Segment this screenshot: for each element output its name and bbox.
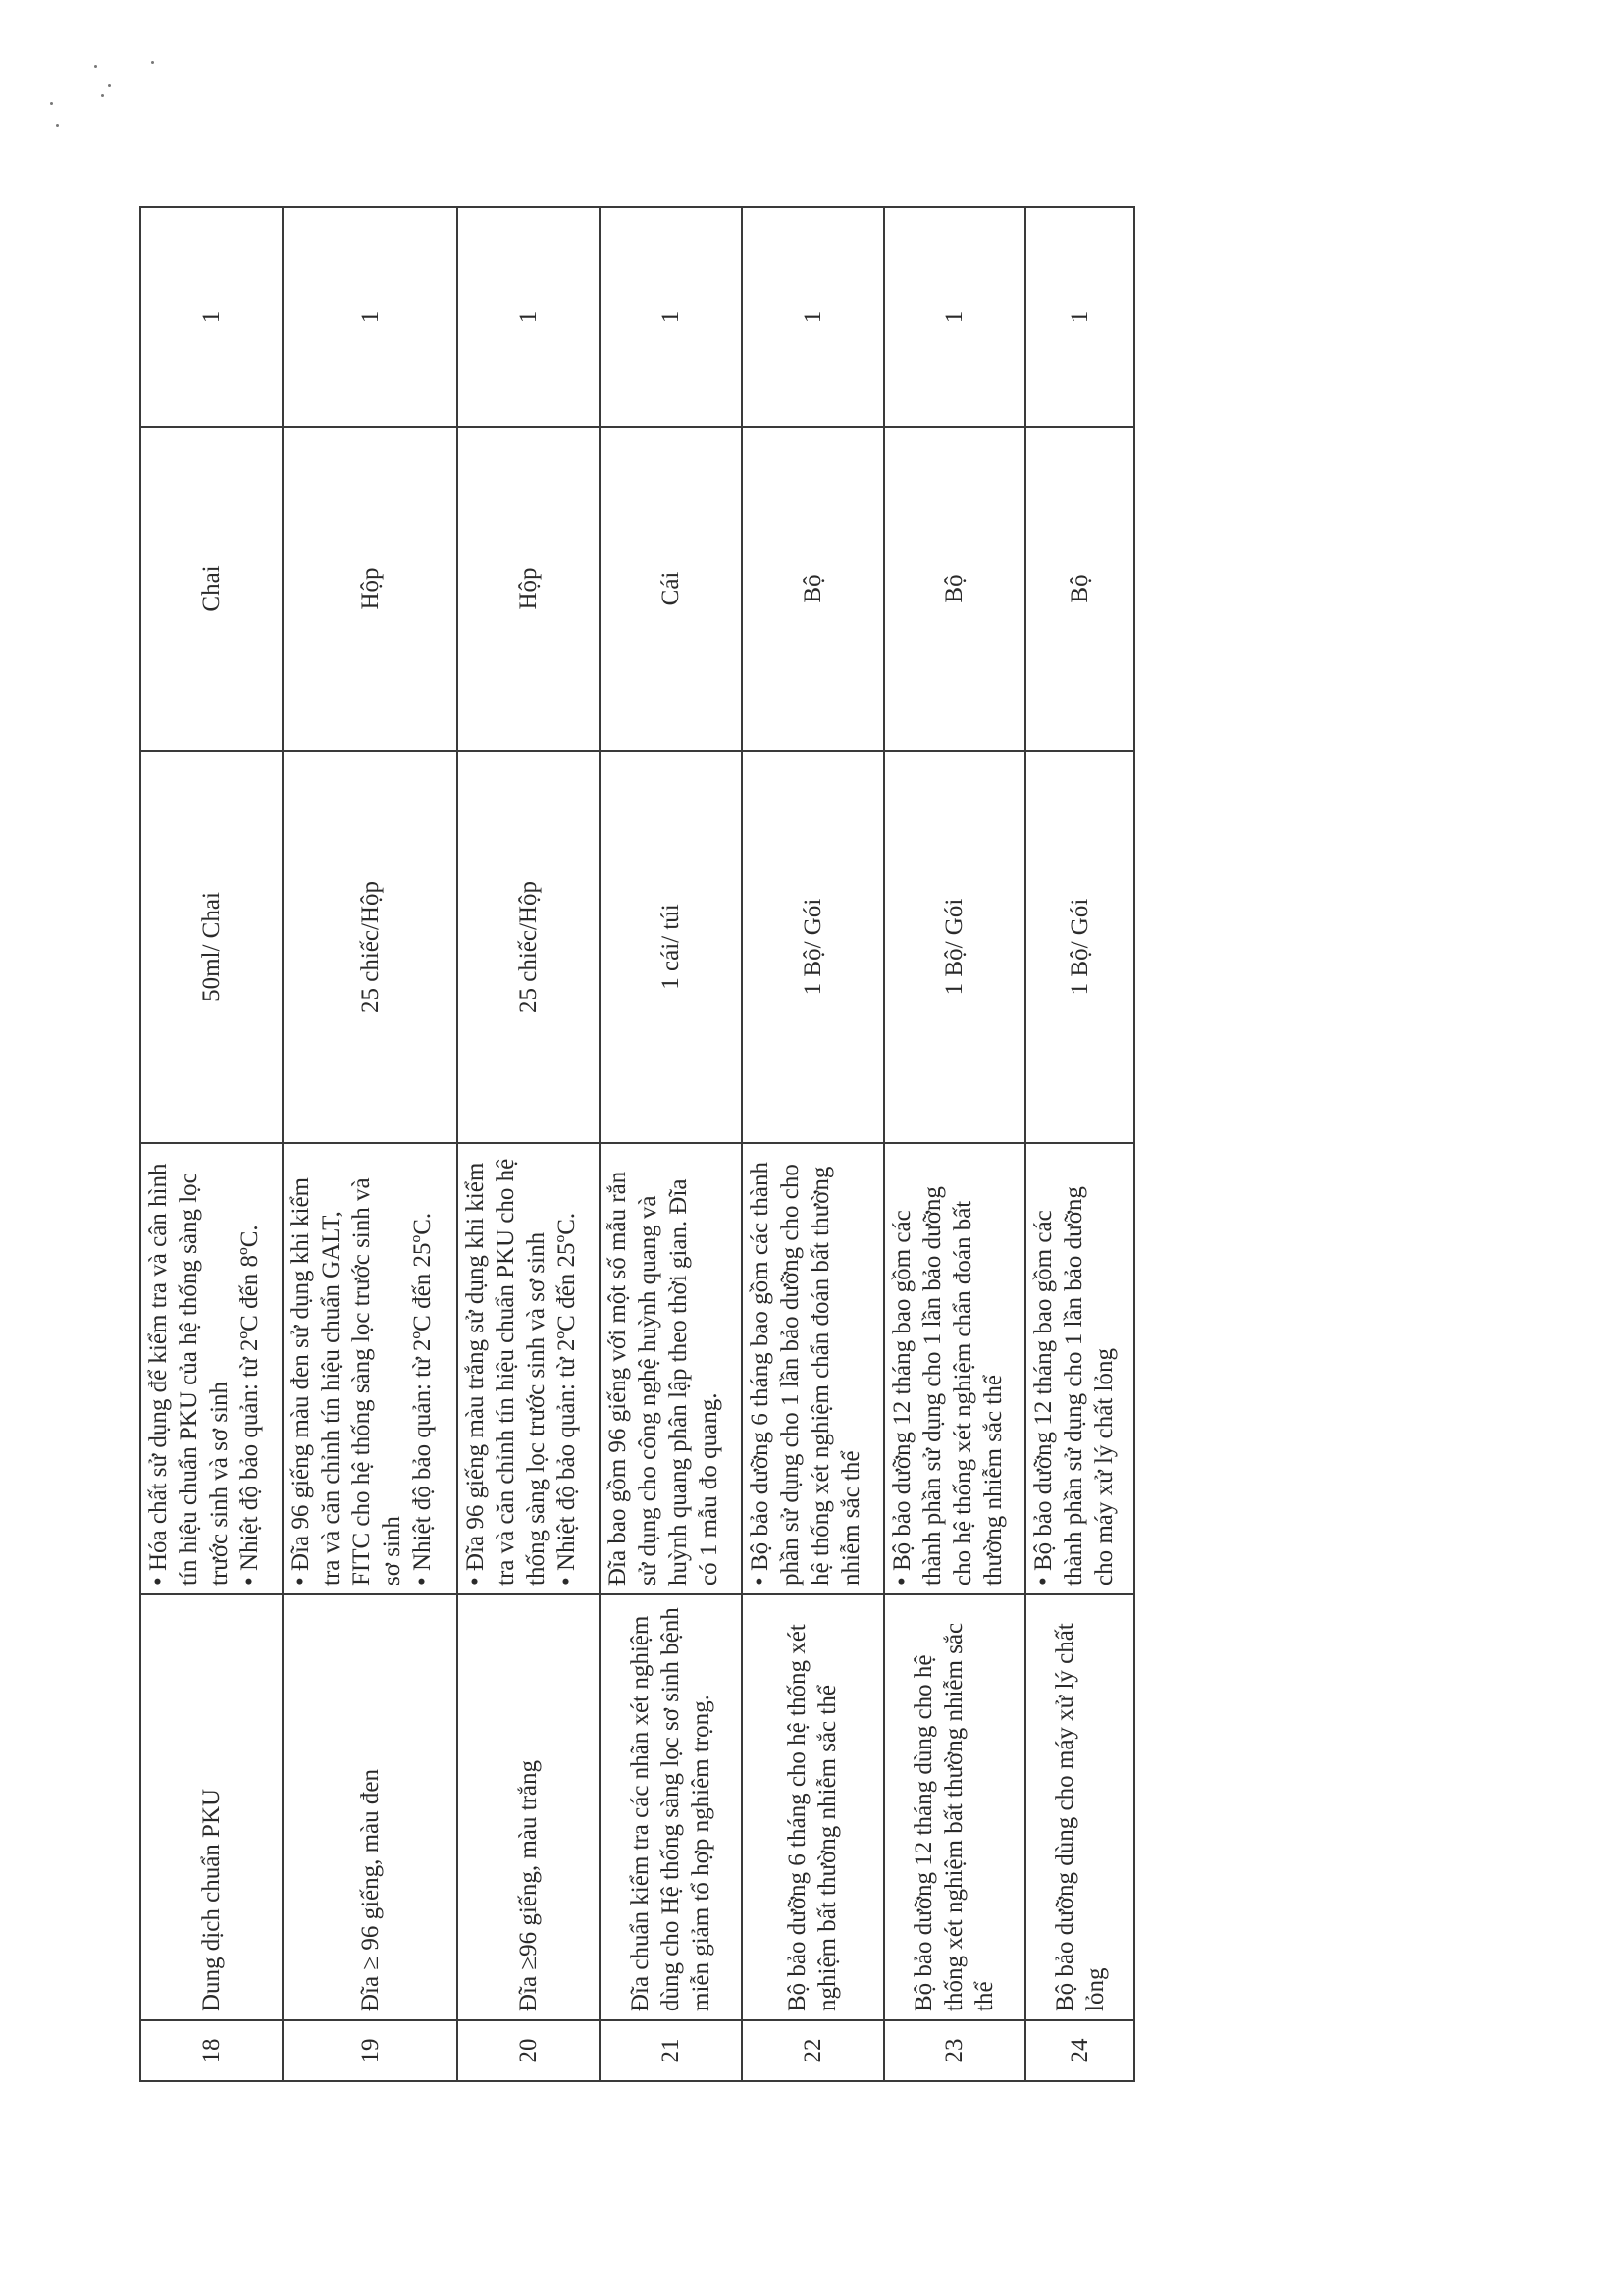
row-number-cell: 23 bbox=[884, 2020, 1026, 2081]
item-name-cell: Bộ bảo dưỡng 6 tháng cho hệ thống xét nghiệm bất thường nhiễm sắc thể bbox=[742, 1594, 884, 2020]
item-name-cell: Đĩa chuẩn kiểm tra các nhãn xét nghiệm dùng cho Hệ thống sàng lọc sơ sinh bệnh miễn giảm tổ hợp nghiêm trọng. bbox=[600, 1594, 742, 2020]
scan-speck bbox=[151, 61, 154, 64]
specification-cell bbox=[600, 1143, 742, 1594]
specification-line: • Nhiệt độ bảo quản: từ 2ºC đến 25ºC. bbox=[553, 1212, 581, 1586]
quantity-cell: 1 bbox=[884, 207, 1026, 427]
row-number-cell: 21 bbox=[600, 2020, 742, 2081]
unit-cell: Bộ bbox=[884, 427, 1026, 751]
table-body bbox=[140, 207, 1134, 2081]
table-row bbox=[1025, 207, 1134, 2081]
scan-speck bbox=[50, 102, 53, 105]
specification-line: • Đĩa 96 giếng màu đen sử dụng khi kiểm tra và căn chỉnh tín hiệu chuẩn GALT, FITC cho hệ thống sàng lọc trước sinh và sơ sinh bbox=[287, 1177, 405, 1586]
row-number-cell: 24 bbox=[1025, 2020, 1134, 2081]
row-number-cell: 22 bbox=[742, 2020, 884, 2081]
item-name-cell: Đĩa ≥ 96 giếng, màu đen bbox=[283, 1594, 458, 2020]
specification-line: • Nhiệt độ bảo quản: từ 2ºC đến 8ºC. bbox=[236, 1225, 263, 1586]
table-row bbox=[742, 207, 884, 2081]
row-number-cell: 20 bbox=[457, 2020, 600, 2081]
row-number-cell: 18 bbox=[140, 2020, 283, 2081]
quantity-cell: 1 bbox=[283, 207, 458, 427]
specification-cell bbox=[457, 1143, 600, 1594]
table-row bbox=[283, 207, 458, 2081]
scan-speck bbox=[101, 94, 104, 97]
specification-line: • Đĩa 96 giếng màu trắng sử dụng khi kiểm tra và căn chỉnh tín hiệu chuẩn PKU cho hệ thống sàng lọc trước sinh và sơ sinh bbox=[462, 1158, 550, 1586]
unit-cell: Bộ bbox=[1025, 427, 1134, 751]
unit-cell: Hộp bbox=[457, 427, 600, 751]
specification-line: • Bộ bảo dưỡng 12 tháng bao gồm các thành phần sử dụng cho 1 lần bảo dưỡng cho hệ thống xét nghiệm chẩn đoán bất thường nhiễm sắc thể bbox=[888, 1186, 1007, 1586]
scan-speck bbox=[108, 84, 111, 87]
specification-cell bbox=[283, 1143, 458, 1594]
row-number-cell: 19 bbox=[283, 2020, 458, 2081]
table-row bbox=[457, 207, 600, 2081]
quantity-cell: 1 bbox=[600, 207, 742, 427]
packaging-cell: 1 Bộ/ Gói bbox=[1025, 751, 1134, 1143]
unit-cell: Bộ bbox=[742, 427, 884, 751]
specification-line: • Bộ bảo dưỡng 6 tháng bao gồm các thành phần sử dụng cho 1 lần bảo dưỡng cho cho hệ thống xét nghiệm chẩn đoán bất thường nhiễm sắc thể bbox=[746, 1162, 864, 1586]
packaging-cell: 1 Bộ/ Gói bbox=[884, 751, 1026, 1143]
packaging-cell: 25 chiếc/Hộp bbox=[283, 751, 458, 1143]
equipment-table bbox=[139, 206, 1135, 2082]
specification-cell bbox=[884, 1143, 1026, 1594]
specification-line: • Hóa chất sử dụng để kiểm tra và cân hình tín hiệu chuẩn PKU của hệ thống sàng lọc trước sinh và sơ sinh bbox=[145, 1163, 233, 1586]
specification-cell bbox=[1025, 1143, 1134, 1594]
quantity-cell: 1 bbox=[742, 207, 884, 427]
quantity-cell: 1 bbox=[140, 207, 283, 427]
unit-cell: Chai bbox=[140, 427, 283, 751]
rotated-table-wrapper bbox=[139, 208, 1135, 2082]
specification-line: Đĩa bao gồm 96 giếng với một số mẫu rắn sử dụng cho công nghệ huỳnh quang và huỳnh quang phân lập theo thời gian. Đĩa có 1 mẫu đo quang. bbox=[604, 1171, 723, 1586]
packaging-cell: 1 cái/ túi bbox=[600, 751, 742, 1143]
unit-cell: Hộp bbox=[283, 427, 458, 751]
quantity-cell: 1 bbox=[1025, 207, 1134, 427]
packaging-cell: 1 Bộ/ Gói bbox=[742, 751, 884, 1143]
quantity-cell: 1 bbox=[457, 207, 600, 427]
item-name-cell: Đĩa ≥96 giếng, màu trắng bbox=[457, 1594, 600, 2020]
table-row bbox=[884, 207, 1026, 2081]
packaging-cell: 25 chiếc/Hộp bbox=[457, 751, 600, 1143]
table-row bbox=[140, 207, 283, 2081]
specification-line: • Nhiệt độ bảo quản: từ 2ºC đến 25ºC. bbox=[408, 1212, 436, 1586]
scan-speck bbox=[94, 65, 97, 68]
table-row bbox=[600, 207, 742, 2081]
specification-cell bbox=[742, 1143, 884, 1594]
item-name-cell: Dung dịch chuẩn PKU bbox=[140, 1594, 283, 2020]
packaging-cell: 50ml/ Chai bbox=[140, 751, 283, 1143]
item-name-cell: Bộ bảo dưỡng dùng cho máy xử lý chất lỏng bbox=[1025, 1594, 1134, 2020]
scan-speck bbox=[56, 124, 59, 127]
specification-cell bbox=[140, 1143, 283, 1594]
specification-line: • Bộ bảo dưỡng 12 tháng bao gồm các thành phần sử dụng cho 1 lần bảo dưỡng cho máy xử lý chất lỏng bbox=[1030, 1186, 1119, 1586]
item-name-cell: Bộ bảo dưỡng 12 tháng dùng cho hệ thống xét nghiệm bất thường nhiễm sắc thể bbox=[884, 1594, 1026, 2020]
unit-cell: Cái bbox=[600, 427, 742, 751]
